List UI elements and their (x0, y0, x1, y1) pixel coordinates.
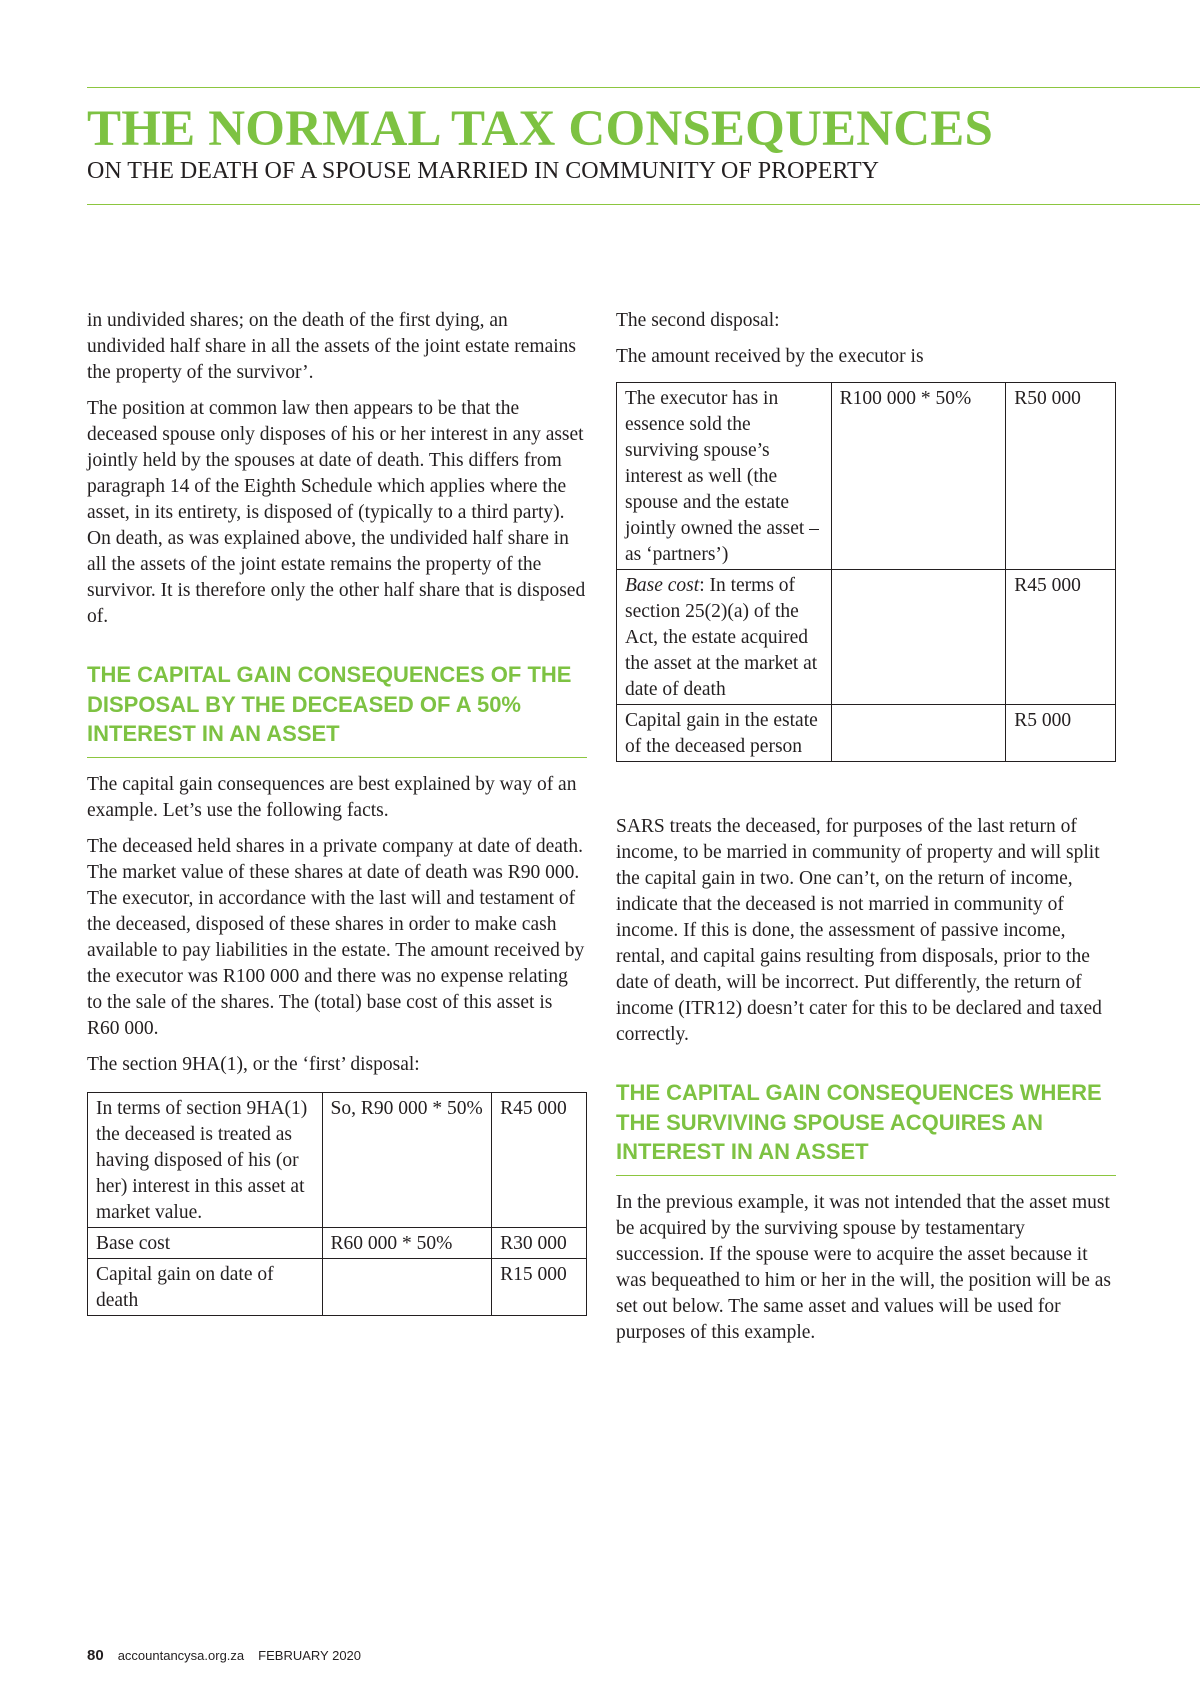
second-disposal-table (616, 382, 1116, 762)
section-heading: THE CAPITAL GAIN CONSEQUENCES WHERE THE SURVIVING SPOUSE ACQUIRES AN INTEREST IN AN ASSET (616, 1080, 1102, 1164)
table-cell: R50 000 (1006, 383, 1116, 570)
table-cell: R15 000 (492, 1258, 587, 1315)
table-cell: So, R90 000 * 50% (322, 1092, 492, 1227)
paragraph: In the previous example, it was not intended that the asset must be acquired by the surviving spouse by testamentary succession. If the spouse were to acquire the asset because it was bequeathed to him or her in the will, the position will be as set out below. The same asset and values will be used for purposes of this example. (616, 1191, 1111, 1343)
section-heading: THE CAPITAL GAIN CONSEQUENCES OF THE DISPOSAL BY THE DECEASED OF A 50% INTEREST IN AN ASSET (87, 662, 572, 746)
table-cell: R100 000 * 50% (831, 383, 1006, 570)
page-title: THE NORMAL TAX CONSEQUENCES (87, 101, 994, 157)
page-subtitle: ON THE DEATH OF A SPOUSE MARRIED IN COMMUNITY OF PROPERTY (87, 158, 879, 184)
page-number: 80 (87, 1647, 104, 1664)
table-cell (322, 1258, 492, 1315)
cell-text: : In terms of section 25(2)(a) of the Act, the estate acquired the asset at the market at date of death (625, 575, 818, 700)
table-cell: R60 000 * 50% (322, 1227, 492, 1258)
table-cell: Capital gain in the estate of the deceased person (617, 705, 832, 762)
table-cell: R45 000 (492, 1092, 587, 1227)
paragraph: The deceased held shares in a private company at date of death. The market value of these shares at date of death was R90 000. The executor, in accordance with the last will and testament of the deceased, disposed of these shares in order to make cash available to pay liabilities in the estate. The amount received by the executor was R100 000 and there was no expense relating to the sale of the shares. The (total) base cost of this asset is R60 000. (87, 835, 585, 1039)
table-row (88, 1227, 587, 1258)
table-cell: R5 000 (1006, 705, 1116, 762)
left-column (87, 308, 587, 1316)
right-column (616, 308, 1116, 1356)
table-cell: R45 000 (1006, 570, 1116, 705)
table-row (88, 1258, 587, 1315)
paragraph: The second disposal: (616, 310, 780, 331)
italic-term: Base cost (625, 575, 700, 596)
table-row (617, 705, 1116, 762)
table-cell: In terms of section 9HA(1) the deceased is treated as having disposed of his (or her) interest in this asset at market value. (88, 1092, 323, 1227)
table-cell (831, 570, 1006, 705)
table-cell: The executor has in essence sold the surviving spouse’s interest as well (the spouse and the estate jointly owned the asset – as ‘partners’) (617, 383, 832, 570)
table-row (617, 570, 1116, 705)
paragraph: The amount received by the executor is (616, 346, 924, 367)
paragraph: The section 9HA(1), or the ‘first’ disposal: (87, 1053, 420, 1075)
table-row (88, 1092, 587, 1227)
first-disposal-table (87, 1092, 587, 1316)
table-cell: Base cost (88, 1227, 323, 1258)
table-cell: R30 000 (492, 1227, 587, 1258)
heading-rule (616, 1175, 1116, 1176)
table-cell: Capital gain on date of death (88, 1258, 323, 1315)
table-row (617, 383, 1116, 570)
paragraph: in undivided shares; on the death of the first dying, an undivided half share in all the assets of the joint estate remains the property of the survivor’. (87, 310, 576, 383)
footer-date: FEBRUARY 2020 (258, 1648, 362, 1663)
paragraph: SARS treats the deceased, for purposes of the last return of income, to be married in community of property and will split the capital gain in two. One can’t, on the return of income, indicate that the deceased is not married in community of income. If this is done, the assessment of passive income, rental, and capital gains resulting from disposals, prior to the date of death, will be incorrect. Put differently, the return of income (ITR12) doesn’t cater for this to be declared and taxed correctly. (616, 816, 1102, 1045)
table-cell (617, 570, 832, 705)
table-cell (831, 705, 1006, 762)
header-bottom-rule (87, 204, 1200, 205)
top-rule (87, 87, 1200, 88)
paragraph: The capital gain consequences are best explained by way of an example. Let’s use the following facts. (87, 773, 577, 821)
heading-rule (87, 757, 587, 758)
footer-site: accountancysa.org.za (117, 1648, 245, 1663)
paragraph: The position at common law then appears to be that the deceased spouse only disposes of his or her interest in any asset jointly held by the spouses at date of death. This differs from paragraph 14 of the Eighth Schedule which applies where the asset, in its entirety, is disposed of (typically to a third party). On death, as was explained above, the undivided half share in all the assets of the joint estate remains the property of the survivor. It is therefore only the other half share that is disposed of. (87, 398, 586, 627)
page-footer (87, 1647, 361, 1664)
